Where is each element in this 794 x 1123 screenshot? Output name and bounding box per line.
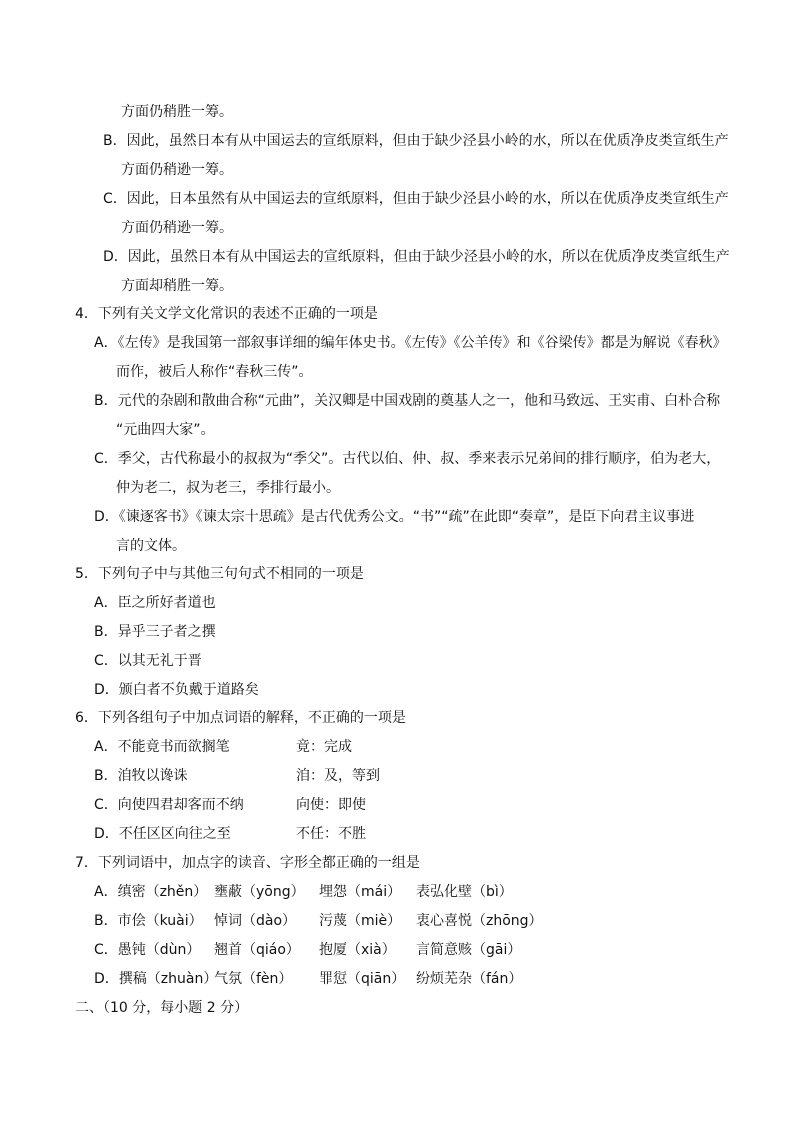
q4-option-b-line2: “元曲四大家”。 (116, 422, 215, 438)
q4-option-a-line2: 而作，被后人称作“春秋三传”。 (116, 364, 313, 380)
q7-word: 翘首（qiáo） (214, 942, 300, 958)
q4-option-d-line2: 言的文体。 (116, 538, 186, 554)
q7-word: A．缜密（zhěn） (94, 884, 208, 900)
q3-option-a-continuation: 方面仍稍胜一筹。 (121, 104, 233, 120)
q7-word: 悼词（dào） (214, 913, 297, 929)
q3-option-b-line2: 方面仍稍逊一筹。 (121, 162, 233, 178)
q3-option-d-line2: 方面却稍胜一筹。 (121, 278, 233, 294)
q7-word: 纷烦芜杂（fán） (416, 971, 523, 987)
q4-option-c-line2: 仲为老二，叔为老三，季排行最小。 (116, 480, 340, 496)
q3-option-c-line1: C．因此，日本虽然有从中国运去的宣纸原料，但由于缺少泾县小岭的水，所以在优质净皮类宣纸生产 (103, 191, 729, 207)
q6-gloss: 不任：不胜 (296, 826, 366, 842)
q7-word: 衷心喜悦（zhōng） (416, 913, 543, 929)
q7-word: 言简意赅（gāi） (416, 942, 522, 958)
q7-word: 抱厦（xià） (319, 942, 396, 958)
q6-gloss: 向使：即使 (296, 797, 366, 813)
q3-option-b-line1: B．因此，虽然日本有从中国运去的宣纸原料，但由于缺少泾县小岭的水，所以在优质净皮类宣纸生产 (103, 133, 729, 149)
q7-word: 壅蔽（yōng） (214, 884, 305, 900)
q6-sentence: B．洎牧以谗诛 (94, 768, 188, 784)
q3-option-c-line2: 方面仍稍逊一筹。 (121, 220, 233, 236)
q5-option-b: B．异乎三子者之撰 (94, 624, 216, 640)
q7-stem: 7．下列词语中，加点字的读音、字形全都正确的一组是 (75, 855, 420, 871)
q7-word: B．市侩（kuài） (94, 913, 203, 929)
q3-option-d-line1: D．因此，虽然日本有从中国运去的宣纸原料，但由于缺少泾县小岭的水，所以在优质净皮类宣纸生产 (103, 249, 730, 265)
q7-word: C．愚钝（dùn） (94, 942, 201, 958)
q6-gloss: 洎：及，等到 (296, 768, 380, 784)
q6-stem: 6．下列各组句子中加点词语的解释，不正确的一项是 (75, 710, 406, 726)
q4-stem: 4．下列有关文学文化常识的表述不正确的一项是 (75, 306, 378, 322)
section-2-heading: 二、（10 分，每小题 2 分） (75, 1000, 249, 1016)
q5-option-d: D．颁白者不负戴于道路矣 (94, 682, 259, 698)
q6-sentence: D．不任区区向往之至 (94, 826, 231, 842)
q5-option-a: A．臣之所好者道也 (94, 595, 216, 611)
q4-option-a-line1: A．《左传》是我国第一部叙事详细的编年体史书。《左传》《公羊传》和《谷梁传》都是为解说《春秋》 (94, 335, 727, 351)
q6-sentence: A．不能竟书而欲搁笔 (94, 739, 230, 755)
q7-word: 表弘化壁（bì） (416, 884, 513, 900)
q4-option-c-line1: C．季父，古代称最小的叔叔为“季父”。古代以伯、仲、叔、季来表示兄弟间的排行顺序，伯为老大， (94, 451, 721, 467)
q7-word: 气氛（fèn） (214, 971, 293, 987)
q7-word: D．撰稿（zhuàn） (94, 971, 218, 987)
q6-gloss: 竟：完成 (296, 739, 352, 755)
q5-option-c: C．以其无礼于晋 (94, 653, 202, 669)
q7-word: 埋怨（mái） (319, 884, 402, 900)
q6-sentence: C．向使四君却客而不纳 (94, 797, 244, 813)
q4-option-d-line1: D．《谏逐客书》《谏太宗十思疏》是古代优秀公文。“书”“疏”在此即“奏章”，是臣下向君主议事进 (94, 509, 695, 525)
q7-word: 污蔑（miè） (319, 913, 402, 929)
q4-option-b-line1: B．元代的杂剧和散曲合称“元曲”，关汉卿是中国戏剧的奠基人之一，他和马致远、王实甫、白朴合称 (94, 393, 721, 409)
q7-word: 罪愆（qiān） (319, 971, 406, 987)
q5-stem: 5．下列句子中与其他三句句式不相同的一项是 (75, 566, 364, 582)
